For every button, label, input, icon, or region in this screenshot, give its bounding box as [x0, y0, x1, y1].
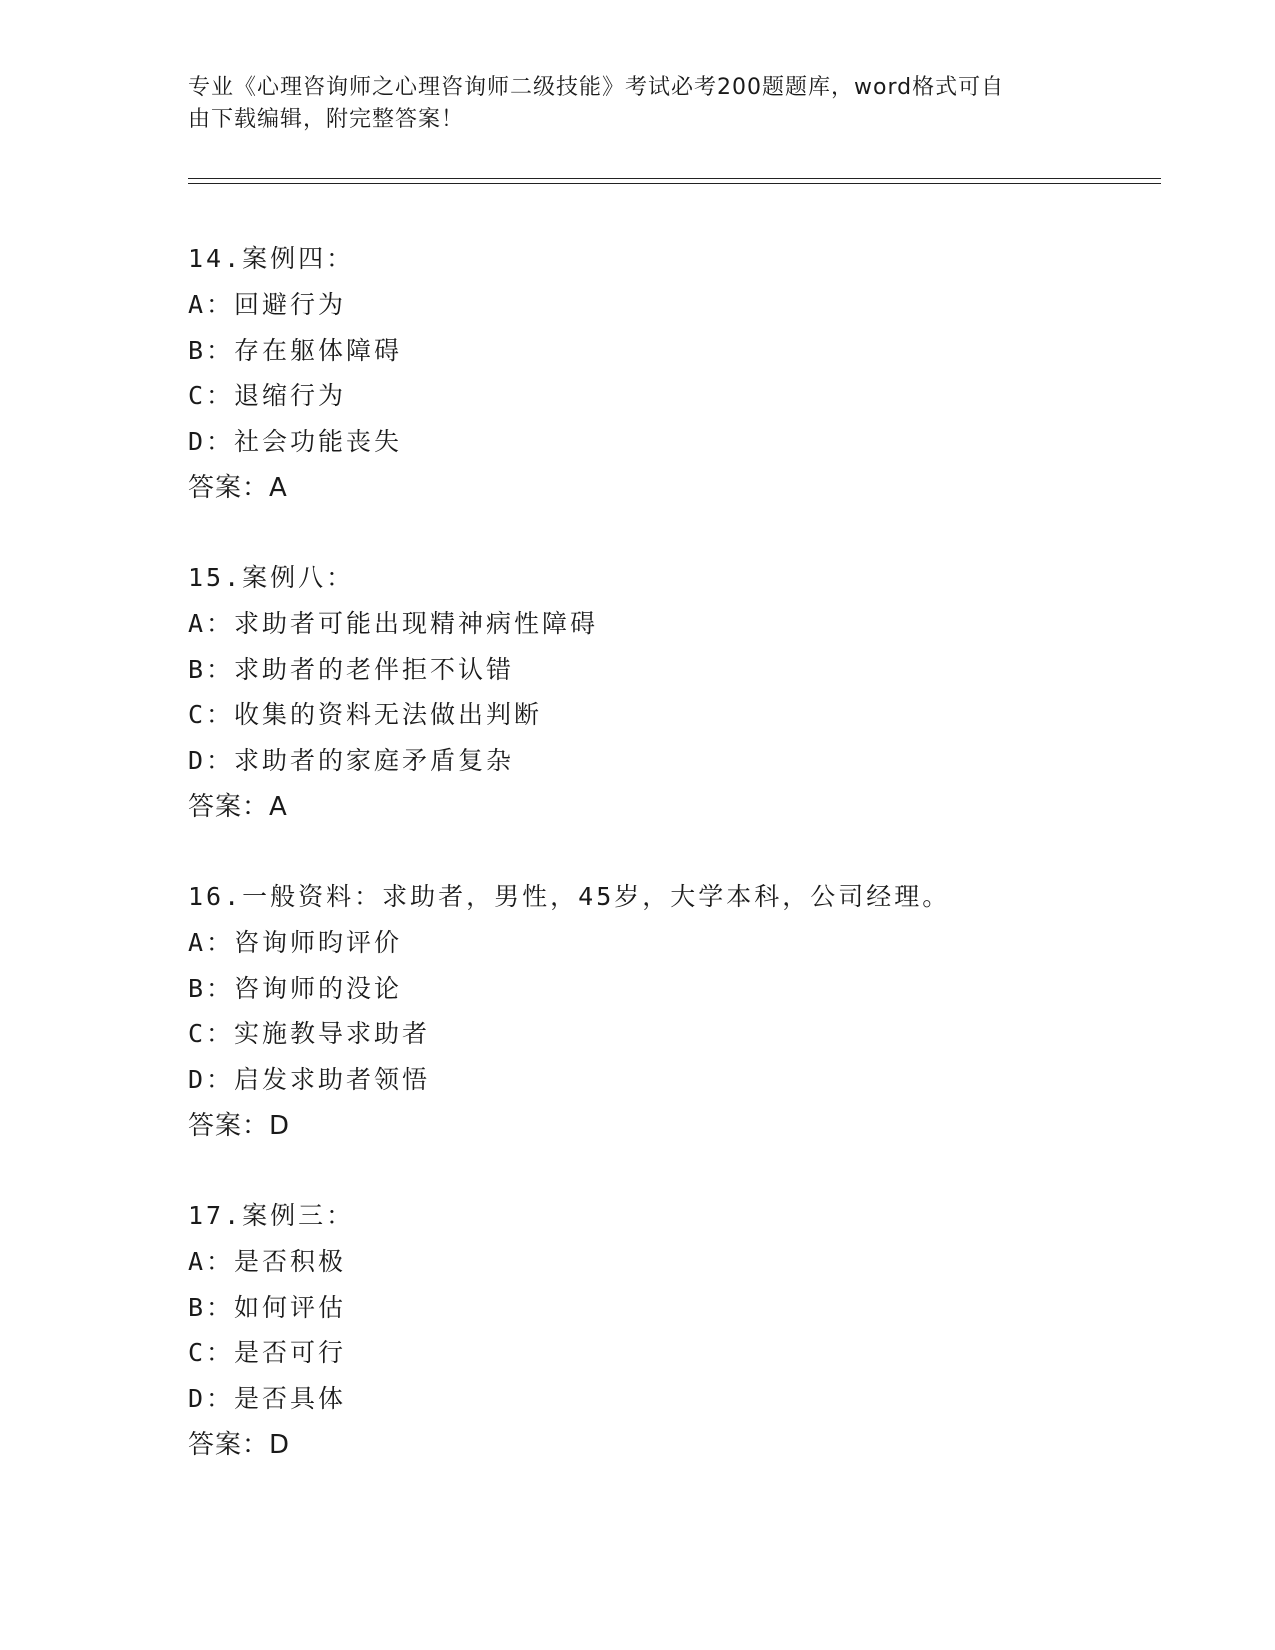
header-divider-bottom	[188, 183, 1161, 184]
option-d: D：是否具体	[188, 1384, 347, 1414]
question-item	[188, 236, 1148, 511]
header-line-2: 由下载编辑，附完整答案！	[188, 107, 465, 132]
header-divider-top	[188, 178, 1161, 179]
option-c: C：是否可行	[188, 1338, 347, 1368]
option-a: A：是否积极	[188, 1246, 347, 1276]
answer-line: 答案：D	[188, 1429, 291, 1460]
document-header	[188, 72, 1068, 136]
answer-line: 答案：A	[188, 791, 288, 822]
option-d: D：启发求助者领悟	[188, 1065, 431, 1095]
option-c: C：实施教导求助者	[188, 1019, 431, 1049]
option-b: B：存在躯体障碍	[188, 335, 403, 365]
question-list	[188, 236, 1148, 1468]
question-item	[188, 555, 1148, 830]
question-item	[188, 874, 1148, 1149]
question-item	[188, 1193, 1148, 1468]
question-stem: 14.案例四：	[188, 244, 355, 273]
option-b: B：如何评估	[188, 1292, 347, 1322]
header-line-1: 专业《心理咨询师之心理咨询师二级技能》考试必考200题题库，word格式可自	[188, 75, 1005, 100]
option-a: A：咨询师昀评价	[188, 927, 403, 957]
option-c: C：收集的资料无法做出判断	[188, 700, 543, 730]
option-b: B：求助者的老伴拒不认错	[188, 654, 515, 684]
question-stem: 16.一般资料：求助者，男性，45岁，大学本科，公司经理。	[188, 881, 951, 911]
option-a: A：求助者可能出现精神病性障碍	[188, 608, 599, 638]
option-c: C：退缩行为	[188, 381, 347, 411]
option-d: D：社会功能丧失	[188, 427, 403, 457]
option-b: B：咨询师的没论	[188, 973, 403, 1003]
question-stem: 15.案例八：	[188, 562, 355, 592]
answer-line: 答案：D	[188, 1110, 291, 1141]
answer-line: 答案：A	[188, 472, 288, 503]
option-d: D：求助者的家庭矛盾复杂	[188, 746, 515, 776]
option-a: A：回避行为	[188, 289, 347, 319]
question-stem: 17.案例三：	[188, 1200, 355, 1230]
